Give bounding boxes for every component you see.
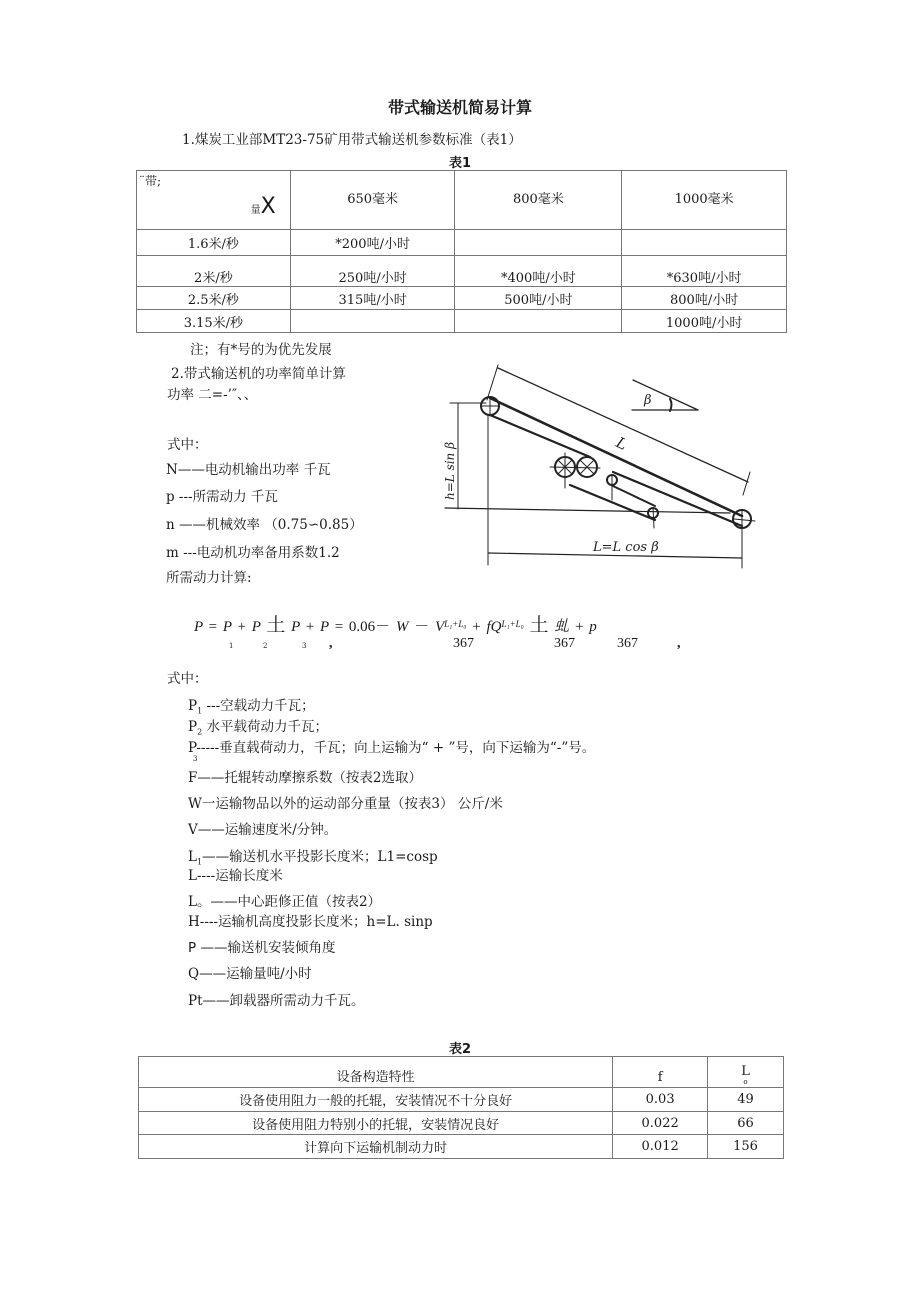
table2-header-l0 xyxy=(708,1057,784,1088)
desc: ——输送机安装倾角度 xyxy=(196,940,336,956)
table1-header-row xyxy=(137,171,787,230)
capacity-cell: *400吨/小时 xyxy=(455,256,622,287)
l0-cell: 49 xyxy=(708,1088,784,1112)
take-up-line xyxy=(613,486,655,506)
sym: Q xyxy=(188,966,200,982)
table1-col-header: 1000毫米 xyxy=(622,171,787,230)
desc: -----垂直载荷动力，千瓦；向上运输为“ + ”号，向下运输为“-”号。 xyxy=(196,740,596,756)
sym: L xyxy=(188,894,197,910)
table-row xyxy=(139,1112,784,1135)
formula-sub-1: 1 xyxy=(229,642,234,650)
power-formula xyxy=(194,610,597,637)
legend-where: 式中： xyxy=(167,671,208,687)
formula-op: = xyxy=(208,619,218,635)
sub: 1 xyxy=(197,706,203,716)
capacity-cell xyxy=(290,310,455,333)
sym: P xyxy=(188,719,198,735)
page-title: 带式输送机简易计算 xyxy=(387,98,532,117)
capacity-cell: 250吨/小时 xyxy=(290,256,455,287)
legend-item-q xyxy=(188,962,312,982)
capacity-cell xyxy=(622,230,787,256)
speed-cell: 3.15米/秒 xyxy=(137,310,291,333)
sub: 1 xyxy=(196,857,203,867)
table-row xyxy=(139,1088,784,1112)
formula-sup: L₁+L₀ xyxy=(501,619,524,629)
legend-item-p1 xyxy=(188,694,315,716)
table2-header-row xyxy=(139,1057,784,1088)
desc: ——运输速度米/分钟。 xyxy=(197,822,338,838)
formula-sub-2: 2 xyxy=(263,642,268,650)
corner-bottom-text xyxy=(251,194,276,219)
table2 xyxy=(138,1056,784,1159)
f-cell: 0.03 xyxy=(613,1088,708,1112)
table1-col-header: 800毫米 xyxy=(455,171,622,230)
formula-denominator-3: 367 xyxy=(617,636,638,651)
formula-op: + xyxy=(575,619,584,635)
sym: P xyxy=(188,940,197,956)
sym: H xyxy=(188,914,200,930)
label-beta: β xyxy=(644,393,652,408)
def-p: p ---所需动力 千瓦 xyxy=(166,489,278,505)
table2-header-feature: 设备构造特性 xyxy=(139,1057,613,1088)
angle-incline xyxy=(633,380,698,410)
legend-item-w xyxy=(188,792,503,812)
formula-op: 土 xyxy=(266,615,286,636)
legend-item-v xyxy=(188,818,337,838)
capacity-cell: 1000吨/小时 xyxy=(622,310,787,333)
l0-cell: 156 xyxy=(708,1135,784,1159)
formula-term: 虬 xyxy=(554,619,570,635)
legend-item-p3-sub: 3 xyxy=(193,755,198,763)
where-label: 式中： xyxy=(167,437,208,453)
speed-cell: 1.6米/秒 xyxy=(137,230,291,256)
conveyor-diagram xyxy=(430,360,770,570)
table2-header-f: f xyxy=(613,1057,708,1088)
sym: P xyxy=(188,740,197,756)
legend-item-h xyxy=(188,910,433,930)
table-row xyxy=(137,310,787,333)
sym: V xyxy=(188,822,198,838)
speed-cell: 2米/秒 xyxy=(137,256,291,287)
formula-op: － xyxy=(414,619,430,635)
speed-cell: 2.5米/秒 xyxy=(137,287,291,310)
legend-item-l0 xyxy=(188,890,381,910)
formula-term: P xyxy=(320,619,329,635)
legend-item-f xyxy=(188,766,422,786)
formula-op: + xyxy=(237,619,246,635)
corner-x: X xyxy=(260,194,276,219)
def-m: m ---电动机功率备用系数1.2 xyxy=(166,545,340,561)
legend-item-l xyxy=(188,864,283,884)
formula-term: P xyxy=(222,619,232,635)
sub: 2 xyxy=(197,727,203,737)
legend-item-pt xyxy=(188,989,365,1009)
formula-term: P xyxy=(291,619,301,635)
table-row xyxy=(137,287,787,310)
formula-term: p xyxy=(589,619,597,635)
formula-denominator-2: 367 xyxy=(554,636,575,651)
dim-line-L xyxy=(498,368,748,482)
calc-label: 所需动力计算: xyxy=(166,570,252,586)
table-row xyxy=(137,230,787,256)
label-L1: L=L cos β xyxy=(593,540,659,555)
feature-cell: 设备使用阻力一般的托辊，安装情况不十分良好 xyxy=(139,1088,613,1112)
def-n: N——电动机输出功率 千瓦 xyxy=(166,462,331,478)
formula-op: 土 xyxy=(529,615,549,636)
f-cell: 0.012 xyxy=(613,1135,708,1159)
capacity-cell: 315吨/小时 xyxy=(290,287,455,310)
desc: ----运输长度米 xyxy=(196,868,283,884)
f-cell: 0.022 xyxy=(613,1112,708,1135)
sym: P xyxy=(188,698,198,714)
capacity-cell: 800吨/小时 xyxy=(622,287,787,310)
table-row xyxy=(139,1135,784,1159)
table1-col-header: 650毫米 xyxy=(290,171,455,230)
formula-op: + xyxy=(305,619,315,635)
section2-heading: 2.带式输送机的功率简单计算 xyxy=(171,366,346,382)
capacity-cell: 500吨/小时 xyxy=(455,287,622,310)
formula-sup: L₁+L₀ xyxy=(444,619,467,629)
table2-caption: 表2 xyxy=(448,1042,472,1057)
legend-item-p2 xyxy=(188,715,328,737)
sym: L xyxy=(188,868,197,884)
angle-arc xyxy=(670,399,672,411)
formula-term: P xyxy=(194,619,203,635)
feature-cell: 计算向下运输机制动力时 xyxy=(139,1135,613,1159)
section1-heading: 1.煤炭工业部MT23-75矿用带式输送机参数标准（表1） xyxy=(182,132,522,148)
capacity-cell xyxy=(455,230,622,256)
desc: 。——中心距修正值（按表2） xyxy=(196,894,382,910)
sym: L xyxy=(188,849,197,865)
dim-ext-top xyxy=(487,365,498,400)
table1-note: 注；有*号的为优先发展 xyxy=(190,342,332,358)
table-row xyxy=(137,256,787,287)
formula-term: fQ xyxy=(486,619,502,635)
table1 xyxy=(136,170,787,333)
capacity-cell: *200吨/小时 xyxy=(290,230,455,256)
formula-term: V xyxy=(434,619,445,635)
desc: ——卸载器所需动力千瓦。 xyxy=(202,993,365,1009)
formula-denominator-1: 367 xyxy=(453,636,474,651)
belt-lower-c xyxy=(613,472,742,526)
formula-op: + xyxy=(472,619,481,635)
desc: ---空载动力千瓦； xyxy=(202,698,315,714)
feature-cell: 设备使用阻力特别小的托辊，安装情况良好 xyxy=(139,1112,613,1135)
formula-term: W xyxy=(395,619,409,635)
sym: Pt xyxy=(188,993,203,1009)
power-line: 功率 二=-’″、、 xyxy=(167,387,258,403)
l0-sub: o xyxy=(743,1078,748,1086)
formula-op: = xyxy=(334,619,344,635)
l0-cell: 66 xyxy=(708,1112,784,1135)
sym: W xyxy=(188,796,202,812)
dim-ext-bottom xyxy=(743,472,750,495)
desc: ——输送机水平投影长度米；L1=cosp xyxy=(202,849,438,865)
l0-main: L xyxy=(741,1064,750,1079)
capacity-cell: *630吨/小时 xyxy=(622,256,787,287)
formula-sub-3: 3 xyxy=(302,642,307,650)
label-h: h=L sin β xyxy=(443,441,457,500)
belt-upper xyxy=(490,398,742,516)
corner-small: 量 xyxy=(250,205,261,216)
desc: 水平载荷动力千瓦； xyxy=(202,719,328,735)
legend-item-beta xyxy=(188,936,335,956)
label-L: L xyxy=(613,433,630,454)
capacity-cell xyxy=(455,310,622,333)
corner-top-text: ¨带; xyxy=(139,174,162,188)
table1-caption: 表1 xyxy=(448,156,472,171)
formula-term: P xyxy=(251,619,261,635)
table1-corner-cell xyxy=(137,171,291,230)
formula-comma-end: , xyxy=(677,636,681,651)
desc: ——托辊转动摩擦系数（按表2选取） xyxy=(197,770,422,786)
formula-const: 0.06－ xyxy=(348,619,391,635)
legend-item-p3 xyxy=(188,736,595,756)
desc: 一运输物品以外的运动部分重量（按表3） 公斤/米 xyxy=(201,796,503,812)
formula-comma: , xyxy=(329,636,333,651)
desc: ——运输量吨/小时 xyxy=(199,966,312,982)
desc: ----运输机高度投影长度米；h=L. sinp xyxy=(199,914,433,930)
def-eta: n ——机械效率 （0.75∽0.85） xyxy=(166,517,363,533)
sym: F xyxy=(188,770,198,786)
